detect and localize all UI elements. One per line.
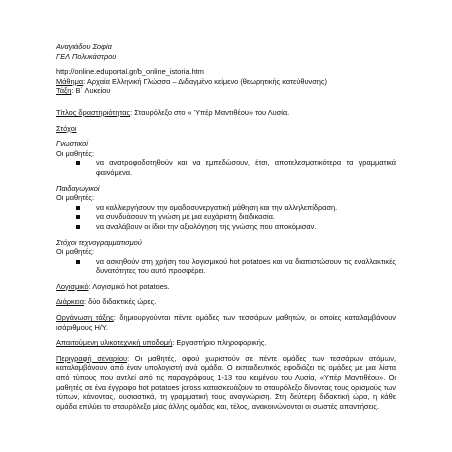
- author-name: Αναγιάδου Σοφία: [56, 42, 112, 51]
- school-name: ΓΕΛ Πολυκάστρου: [56, 51, 117, 61]
- duration-line: [56, 297, 396, 307]
- scenario-label: Περιγραφή σεναρίου: [56, 353, 128, 363]
- technology-goals-intro: Οι μαθητές:: [56, 247, 95, 257]
- goals-heading: Στόχοι: [56, 123, 77, 133]
- duration-value: : δύο διδακτικές ώρες.: [83, 297, 157, 307]
- pedagogical-goals-title: Παιδαγωγικοί: [56, 183, 100, 193]
- pedagogical-goals-intro: Οι μαθητές:: [56, 193, 95, 203]
- class-label: Τάξη: [56, 86, 72, 96]
- activity-label: Τίτλος δραστηριότητας: [56, 107, 131, 117]
- class-value: : Β΄ Λυκείου: [71, 86, 111, 96]
- equipment-line: [56, 338, 396, 348]
- class-line: [56, 86, 396, 96]
- scenario-value: : Οι μαθητές, αφού χωριστούν σε πέντε ομάδες των τεσσάρων ατόμων, καταλαμβάνουν από έναν υπολογιστή ανά ομάδα. Ο εκπαιδευτικός εφοδιάζει τις ομάδες με μια λίστα από τύπους που αντλεί από τις παραγράφους 1-13 του κειμένου του Λυσία, «Υπέρ Μαντιθέου». Οι μαθητές σε ένα έγγραφο hot potatoes jcross κατασκευάζουν το σταυρόλεξο δίνοντας τους ορισμούς των τύπων, κάνοντας, ουσιαστικά, τη γραμματική τους αναγνώριση. Στη δεύτερη διδακτική ώρα, η κάθε ομάδα επιλύει το σταυρόλεξο μίας άλλης ομάδας και, τέλος, ανακοινώνονται οι σωστές απαντήσεις.: [56, 353, 396, 411]
- software-label: Λογισμικό: [56, 281, 89, 291]
- organization-value: : δημιουργούνται πέντε ομάδες των τεσσάρων μαθητών, οι οποίες καταλαμβάνουν ισάριθμους Η/Υ.: [56, 313, 396, 332]
- subject-line: [56, 77, 396, 87]
- cognitive-goals-intro: Οι μαθητές:: [56, 148, 95, 158]
- equipment-label: Απαιτούμενη υλικοτεχνική υποδομή: [56, 338, 173, 348]
- list-item: να ανατροφοδοτηθούν και να εμπεδώσουν, έτσι, αποτελεσματικότερα τα γραμματικά φαινόμενα.: [96, 158, 396, 177]
- activity-value: : Σταυρόλεξο στο « Ύπέρ Μαντιθέου» του Λυσία.: [130, 107, 290, 117]
- equipment-value: : Εργαστήριο πληροφορικής.: [172, 338, 267, 348]
- cognitive-goals-title: Γνωστικοί: [56, 139, 88, 149]
- subject-label: Μάθημα: [56, 76, 84, 86]
- technology-goals-list: [56, 257, 396, 276]
- list-item: να ασκηθούν στη χρήση του λογισμικού hot potatoes και να διαπιστώσουν τις εναλλακτικές δυνατότητες του αυτό προσφέρει.: [96, 256, 396, 276]
- software-line: [56, 282, 396, 292]
- organization-line: [56, 313, 396, 332]
- technology-goals-title: Στόχοι τεχνογραμματισμού: [56, 237, 142, 247]
- software-value: : Λογισμικό hot potatoes.: [88, 281, 170, 291]
- list-item: να συνδυάσουν τη γνώση με μια ευχάριστη διαδικασία.: [96, 212, 396, 222]
- cognitive-goals-list: [56, 158, 396, 177]
- list-item: να καλλιεργήσουν την ομαδοσυνεργατική μάθηση και την αλληλεπίδραση.: [96, 203, 396, 213]
- pedagogical-goals-list: [56, 203, 396, 232]
- organization-label: Οργάνωση τάξης: [56, 313, 114, 323]
- document-body: [56, 42, 396, 411]
- source-url: http://online.eduportal.gr/b_online_istoria.htm: [56, 67, 204, 77]
- activity-title-line: [56, 108, 396, 118]
- scenario-paragraph: [56, 354, 396, 412]
- list-item: να αναλάβουν οι ίδιοι την αξιολόγηση της γνώσης που αποκόμισαν.: [96, 222, 396, 232]
- duration-label: Διάρκεια: [56, 297, 84, 307]
- subject-value: : Αρχαία Ελληνική Γλώσσα – Διδαγμένο κείμενο (θεωρητικής κατεύθυνσης): [83, 76, 327, 86]
